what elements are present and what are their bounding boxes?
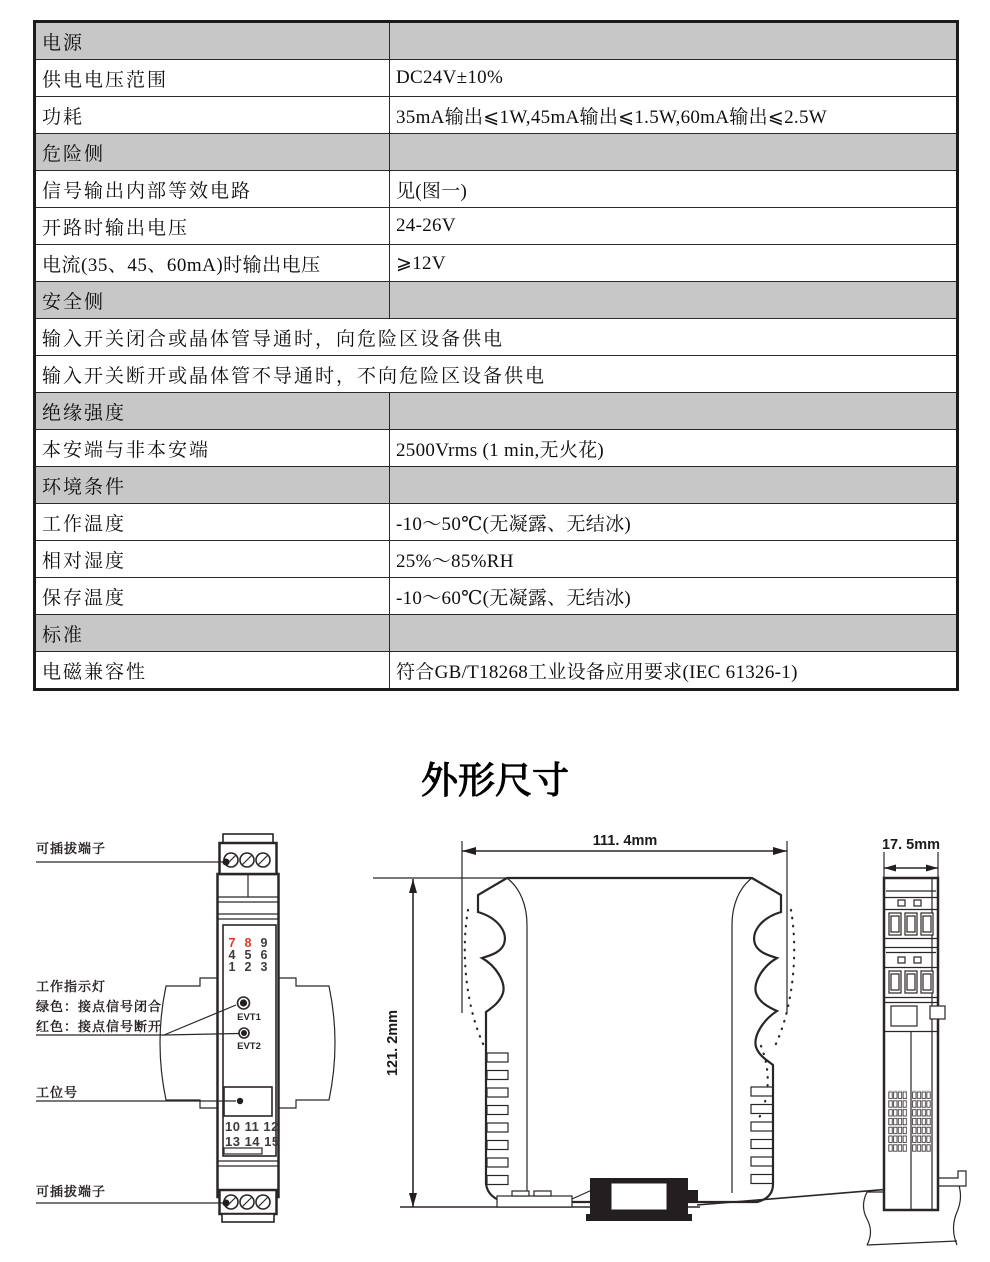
spec-value-cell: -10～60℃(无凝露、无结冰)	[390, 578, 958, 615]
spec-value-cell: 见(图一)	[390, 171, 958, 208]
spec-full-cell: 输入开关闭合或晶体管导通时，向危险区设备供电	[35, 319, 958, 356]
label-plug-bottom: 可插拔端子	[36, 1184, 107, 1199]
spec-label-cell: 本安端与非本安端	[35, 430, 390, 467]
section-cell: 标准	[35, 615, 390, 652]
spec-value-cell: ⩾12V	[390, 245, 958, 282]
table-row	[35, 97, 958, 134]
spec-label-cell: 信号输出内部等效电路	[35, 171, 390, 208]
spec-value-cell: 35mA输出⩽1W,45mA输出⩽1.5W,60mA输出⩽2.5W	[390, 97, 958, 134]
drawing-title: 外形尺寸	[421, 760, 569, 801]
front-view	[36, 834, 335, 1222]
pin-numbers-bottom-row1: 10 11 12	[225, 1119, 279, 1134]
spec-label-cell: 相对湿度	[35, 541, 390, 578]
screw-terminal-icon	[224, 1195, 270, 1209]
table-row	[35, 208, 958, 245]
spec-value-cell: 2500Vrms (1 min,无火花)	[390, 430, 958, 467]
pin-5: 5	[244, 948, 252, 962]
station-leader-dot	[237, 1098, 243, 1104]
bottom-terminal-block	[220, 1190, 277, 1222]
latch-foot	[938, 1171, 966, 1186]
label-indicator-line3: 红色：接点信号断开	[36, 1019, 163, 1034]
pin-7: 7	[228, 936, 236, 950]
section-cell: 绝缘强度	[35, 393, 390, 430]
pin-numbers-top	[229, 936, 268, 974]
section-cell: 电源	[35, 22, 390, 60]
spec-label-cell: 功耗	[35, 97, 390, 134]
label-station: 工位号	[36, 1085, 79, 1100]
section-cell-empty	[390, 615, 958, 652]
led-evt1-label: EVT1	[237, 1012, 261, 1023]
spec-table	[33, 20, 959, 691]
section-cell: 安全侧	[35, 282, 390, 319]
section-cell: 环境条件	[35, 467, 390, 504]
end-view	[864, 837, 967, 1245]
led-evt1-icon	[238, 997, 250, 1009]
table-row	[35, 504, 958, 541]
section-cell-empty	[390, 393, 958, 430]
pin-1: 1	[228, 960, 236, 974]
spec-value-cell: 25%～85%RH	[390, 541, 958, 578]
table-row	[35, 245, 958, 282]
table-row	[35, 467, 958, 504]
table-row	[35, 60, 958, 97]
spec-value-cell: -10～50℃(无凝露、无结冰)	[390, 504, 958, 541]
pin-numbers-bottom-row2: 13 14 15	[225, 1134, 280, 1149]
table-row	[35, 430, 958, 467]
screw-terminal-icon	[224, 853, 270, 867]
label-indicator-line1: 工作指示灯	[36, 979, 107, 994]
table-row	[35, 319, 958, 356]
table-row	[35, 393, 958, 430]
pin-6: 6	[260, 948, 268, 962]
outline-drawing	[0, 820, 990, 1257]
section-cell-empty	[390, 22, 958, 60]
din-clip	[586, 1178, 698, 1221]
spec-label-cell: 保存温度	[35, 578, 390, 615]
table-row	[35, 578, 958, 615]
section-cell-empty	[390, 467, 958, 504]
height-dimension: 121. 2mm	[385, 1009, 401, 1077]
side-view	[373, 833, 903, 1221]
table-row	[35, 22, 958, 60]
pin-3: 3	[260, 960, 268, 974]
table-row	[35, 356, 958, 393]
spec-value-cell: 符合GB/T18268工业设备应用要求(IEC 61326-1)	[390, 652, 958, 690]
spec-full-cell: 输入开关断开或晶体管不导通时，不向危险区设备供电	[35, 356, 958, 393]
spec-label-cell: 供电电压范围	[35, 60, 390, 97]
module-outline-side	[478, 878, 781, 1202]
section-cell-empty	[390, 282, 958, 319]
pin-9: 9	[260, 936, 268, 950]
table-row	[35, 652, 958, 690]
section-cell: 危险侧	[35, 134, 390, 171]
depth-dimension: 17. 5mm	[881, 837, 941, 853]
led-evt2-icon	[239, 1028, 249, 1038]
section-cell-empty	[390, 134, 958, 171]
table-row	[35, 282, 958, 319]
table-row	[35, 541, 958, 578]
label-plug-top: 可插拔端子	[36, 841, 107, 856]
table-row	[35, 134, 958, 171]
spec-label-cell: 电磁兼容性	[35, 652, 390, 690]
dimension-lines-end	[884, 852, 938, 878]
table-row	[35, 171, 958, 208]
spec-label-cell: 工作温度	[35, 504, 390, 541]
spec-label-cell: 电流(35、45、60mA)时输出电压	[35, 245, 390, 282]
label-indicator-line2: 绿色：接点信号闭合	[36, 999, 163, 1014]
pin-4: 4	[228, 948, 236, 962]
led-evt2-label: EVT2	[237, 1041, 261, 1052]
width-dimension: 111. 4mm	[592, 833, 658, 849]
pin-2: 2	[244, 960, 252, 974]
spec-value-cell: DC24V±10%	[390, 60, 958, 97]
pin-8: 8	[244, 936, 252, 950]
spec-label-cell: 开路时输出电压	[35, 208, 390, 245]
top-terminal-block	[220, 834, 277, 874]
table-row	[35, 615, 958, 652]
spec-value-cell: 24-26V	[390, 208, 958, 245]
